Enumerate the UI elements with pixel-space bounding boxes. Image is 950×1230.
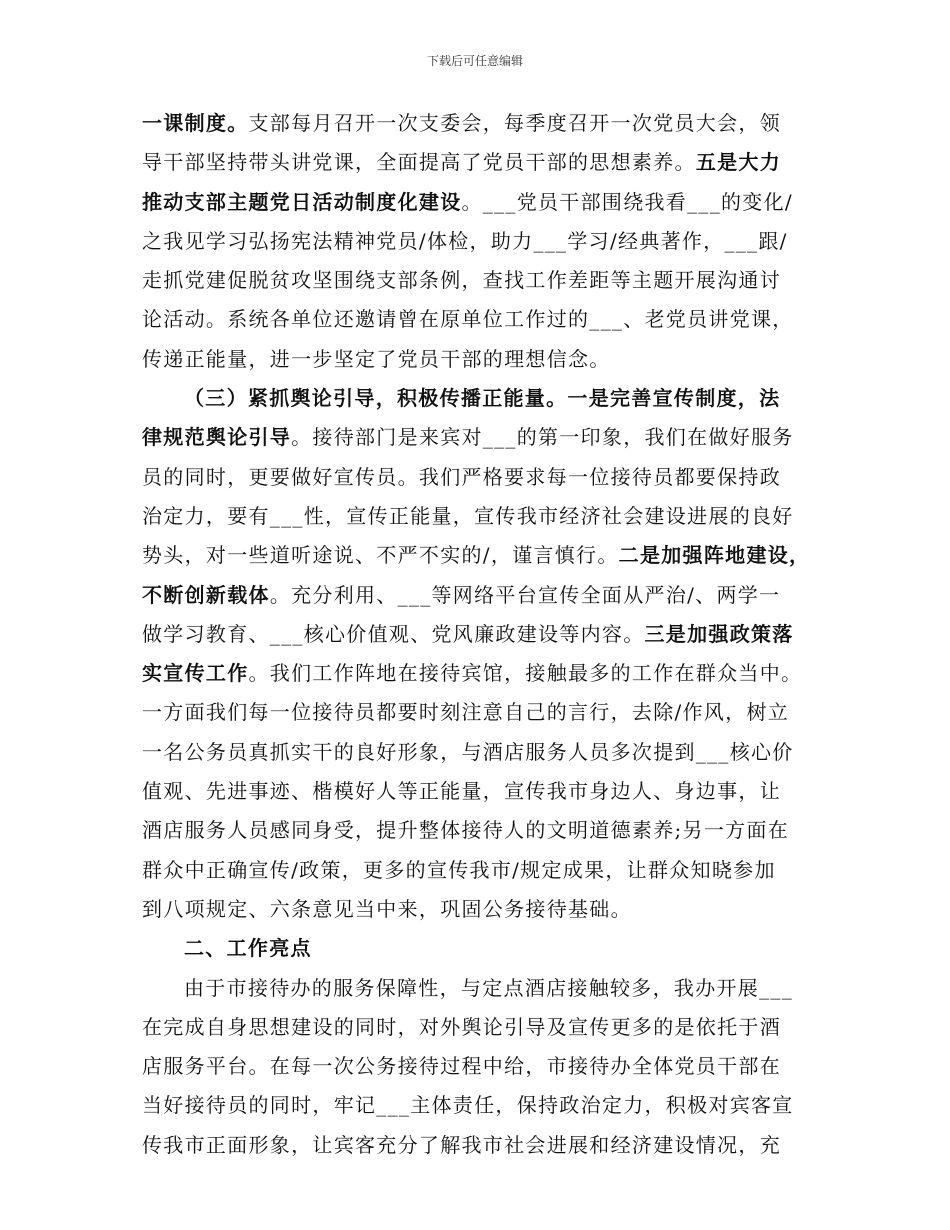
text-line <box>142 890 824 929</box>
text-line <box>142 340 824 379</box>
text-run: 由于市接待办的服务保障性，与定点酒店接触较多，我办开展___ <box>184 975 793 1000</box>
text-line <box>142 576 824 615</box>
text-run: 酒店服务人员感同身受，提升整体接待人的文明道德素养;另一方面在 <box>142 818 790 843</box>
text-line <box>142 497 824 536</box>
text-line <box>142 693 824 732</box>
text-line <box>142 733 824 772</box>
bold-text-run: 推动支部主题党日活动制度化建设 <box>142 189 462 214</box>
document-body <box>142 104 824 1165</box>
text-run: 在完成自身思想建设的同时，对外舆论引导及宣传更多的是依托于酒 <box>142 1014 781 1039</box>
text-run: 论活动。系统各单位还邀请曾在原单位工作过的___、老党员讲党课， <box>142 307 794 332</box>
bold-text-run: 二是加强阵地建设， <box>618 543 811 568</box>
text-line <box>142 143 824 182</box>
text-run: 。___党员干部围绕我看___的变化/ <box>461 189 793 214</box>
text-run: 群众中正确宣传/政策，更多的宣传我市/规定成果，让群众知晓参加 <box>142 857 776 882</box>
bold-text-run: （三）紧抓舆论引导，积极传播正能量。一是完善宣传制度，法 <box>184 386 781 411</box>
bold-text-run: 二、工作亮点 <box>184 936 312 961</box>
text-run: 走抓党建促脱贫攻坚围绕支部条例，查找工作差距等主题开展沟通讨 <box>142 268 781 293</box>
text-run: 支部每月召开一次支委会，每季度召开一次党员大会，领 <box>248 111 781 135</box>
text-line <box>142 1047 824 1086</box>
text-run: 势头，对一些道听途说、不严不实的/，谨言慎行。 <box>142 543 619 568</box>
text-line <box>142 222 824 261</box>
text-line <box>142 654 824 693</box>
bold-text-run: 五是大力 <box>695 150 782 175</box>
text-line <box>142 969 824 1008</box>
text-run: 值观、先进事迹、楷模好人等正能量，宣传我市身边人、身边事，让 <box>142 779 781 804</box>
text-run: 。充分利用、___等网络平台宣传全面从严治/、两学一 <box>269 582 781 607</box>
text-line <box>142 772 824 811</box>
text-run: 店服务平台。在每一次公务接待过程中给，市接待办全体党员干部在 <box>142 1054 781 1079</box>
text-line <box>142 929 824 968</box>
text-run: 到八项规定、六条意见当中来，巩固公务接待基础。 <box>142 896 632 921</box>
text-line <box>142 300 824 339</box>
bold-text-run: 一课制度。 <box>142 111 249 135</box>
text-line <box>142 104 824 143</box>
text-run: 治定力，要有___性，宣传正能量，宣传我市经济社会建设进展的良好 <box>142 503 794 528</box>
text-line <box>142 615 824 654</box>
text-run: 。我们工作阵地在接待宾馆，接触最多的工作在群众当中。 <box>248 661 803 686</box>
bold-text-run: 不断创新载体 <box>142 582 270 607</box>
text-line <box>142 1126 824 1165</box>
text-run: 员的同时，更要做好宣传员。我们严格要求每一位接待员都要保持政 <box>142 464 781 489</box>
text-line <box>142 261 824 300</box>
text-run: 当好接待员的同时，牢记___主体责任，保持政治定力，积极对宾客宣 <box>142 1093 794 1118</box>
text-line <box>142 418 824 457</box>
text-line <box>142 183 824 222</box>
text-line <box>142 811 824 850</box>
text-line <box>142 1008 824 1047</box>
text-run: 一方面我们每一位接待员都要时刻注意自己的言行，去除/作风，树立 <box>142 700 790 725</box>
page-header-note: 下载后可任意编辑 <box>426 54 523 68</box>
text-run: 一名公务员真抓实干的良好形象，与酒店服务人员多次提到___核心价 <box>142 739 794 764</box>
bold-text-run: 律规范舆论引导 <box>142 425 292 450</box>
text-line <box>142 536 824 575</box>
text-line <box>142 379 824 418</box>
text-run: 做学习教育、___核心价值观、党风廉政建设等内容。 <box>142 621 645 646</box>
text-line <box>142 1086 824 1125</box>
text-run: 传递正能量，进一步坚定了党员干部的理想信念。 <box>142 346 611 371</box>
text-line <box>142 458 824 497</box>
text-run: 之我见学习弘扬宪法精神党员/体检，助力___学习/经典著作，___跟/ <box>142 228 788 253</box>
bold-text-run: 实宣传工作 <box>142 661 249 686</box>
bold-text-run: 三是加强政策落 <box>644 621 794 646</box>
text-run: 导干部坚持带头讲党课，全面提高了党员干部的思想素养。 <box>142 150 696 175</box>
text-run: 传我市正面形象，让宾客充分了解我市社会进展和经济建设情况，充 <box>142 1132 781 1157</box>
text-run: 。接待部门是来宾对___的第一印象，我们在做好服务 <box>291 425 794 450</box>
text-line <box>142 851 824 890</box>
